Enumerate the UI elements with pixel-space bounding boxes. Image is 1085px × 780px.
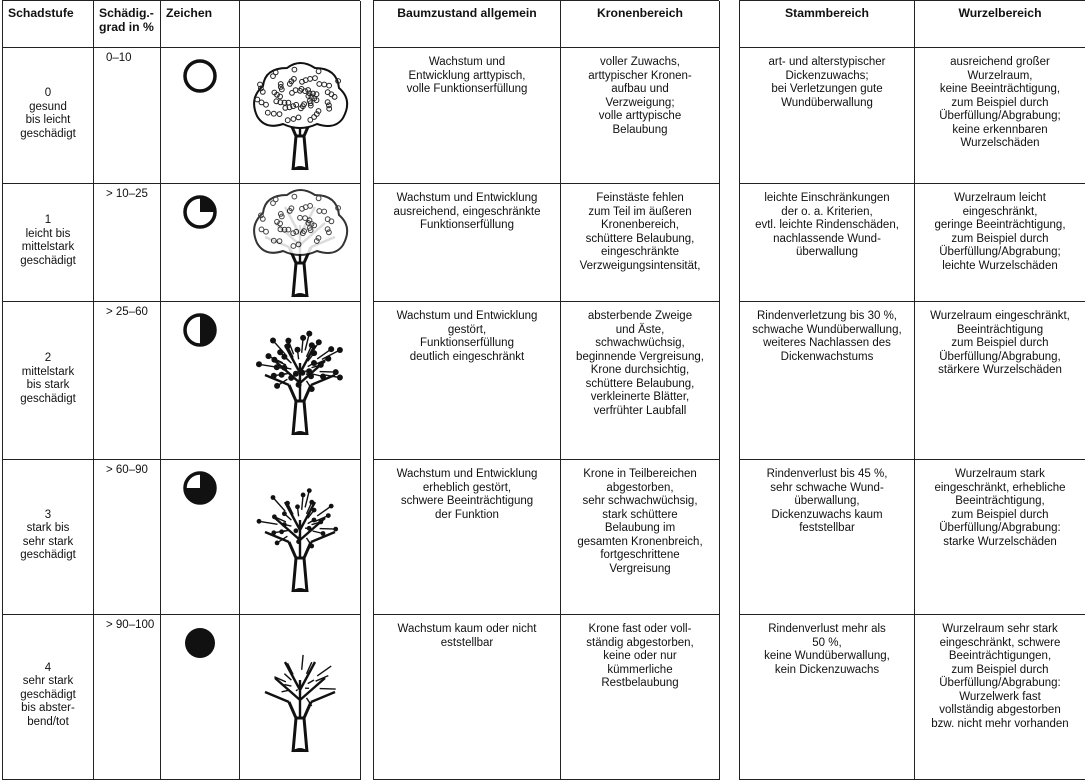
- stammbereich-cell: Rindenverlust mehr als 50 %, keine Wundüberwallung, kein Dickenzuwachs: [740, 615, 915, 780]
- baumzustand-cell: Wachstum kaum oder nicht eststellbar: [374, 615, 561, 780]
- damage-percentage: > 90–100: [94, 615, 161, 780]
- header-schaedigungsgrad: Schädig.- grad in %: [94, 1, 161, 48]
- damage-level-number: 1: [44, 214, 52, 226]
- header-kronenbereich: Kronenbereich: [561, 1, 720, 48]
- header-schadstufe: Schadstufe: [3, 1, 94, 48]
- wurzelbereich-cell: Wurzelraum stark eingeschränkt, erhebliche Beeinträchtigung, zum Beispiel durch Überfüllung/Abgrabung: starke Wurzelschäden: [915, 460, 1085, 615]
- damage-level-table: [2, 0, 360, 780]
- baumzustand-cell: Wachstum und Entwicklung ausreichend, eingeschränkte Funktionserfüllung: [374, 184, 561, 302]
- damage-level-number: 0: [44, 87, 52, 99]
- tree-image-cell: [240, 48, 361, 184]
- damage-level-cell: [3, 615, 94, 780]
- damage-symbol: [161, 302, 240, 460]
- damage-level-label: sehr stark geschädigt bis abster- bend/tot: [20, 675, 76, 728]
- stammbereich-cell: leichte Einschränkungen der o. a. Kriterien, evtl. leichte Rindenschäden, nachlassende Wund- überwallung: [740, 184, 915, 302]
- damage-level-label: mittelstark bis stark geschädigt: [20, 365, 76, 405]
- kronenbereich-cell: Krone fast oder voll- ständig abgestorben, keine oder nur kümmerliche Restbelaubung: [561, 615, 720, 780]
- pie-symbol-icon: [182, 194, 218, 230]
- pie-symbol-icon: [182, 625, 218, 661]
- pie-symbol-icon: [182, 312, 218, 348]
- damage-level-label: stark bis sehr stark geschädigt: [20, 522, 76, 561]
- damage-level-cell: [3, 48, 94, 184]
- wurzelbereich-cell: Wurzelraum sehr stark eingeschränkt, schwere Beeinträchtigungen, zum Beispiel durch Überfüllung/Abgrabung: Wurzelwerk fast vollständig abgestorben bzw. nicht mehr vorhanden: [915, 615, 1085, 780]
- header-stammbereich: Stammbereich: [740, 1, 915, 48]
- tree-image-cell: [240, 615, 361, 780]
- tree-image-cell: [240, 302, 361, 460]
- pie-symbol-icon: [182, 470, 218, 506]
- damage-percentage: > 10–25: [94, 184, 161, 302]
- trunk-root-table: [739, 0, 1085, 780]
- pie-symbol-icon: [182, 58, 218, 94]
- wurzelbereich-cell: ausreichend großer Wurzelraum, keine Beeinträchtigung, zum Beispiel durch Überfüllung/Abgrabung; keine erkennbaren Wurzelschäden: [915, 48, 1085, 184]
- kronenbereich-cell: voller Zuwachs, arttypischer Kronen- aufbau und Verzweigung; volle arttypische Belaubung: [561, 48, 720, 184]
- damage-level-number: 3: [44, 508, 52, 521]
- crown-condition-table: [373, 0, 719, 780]
- damage-percentage: > 60–90: [94, 460, 161, 615]
- damage-symbol: [161, 48, 240, 184]
- damage-symbol: [161, 615, 240, 780]
- baumzustand-cell: Wachstum und Entwicklung erheblich gestört, schwere Beeinträchtigung der Funktion: [374, 460, 561, 615]
- kronenbereich-cell: Feinstäste fehlen zum Teil im äußeren Kronenbereich, schüttere Belaubung, eingeschränkte Verzweigungsintensität,: [561, 184, 720, 302]
- baumzustand-cell: Wachstum und Entwicklung arttypisch, volle Funktionserfüllung: [374, 48, 561, 184]
- stammbereich-cell: Rindenverlust bis 45 %, sehr schwache Wund- überwallung, Dickenzuwachs kaum feststellbar: [740, 460, 915, 615]
- tree-image-cell: [240, 184, 361, 302]
- damage-level-cell: [3, 302, 94, 460]
- dead-tree-icon: [245, 640, 355, 755]
- damage-level-cell: [3, 184, 94, 302]
- stammbereich-cell: art- und alterstypischer Dickenzuwachs; bei Verletzungen gute Wundüberwallung: [740, 48, 915, 184]
- moderately-damaged-tree-icon: [245, 323, 355, 438]
- kronenbereich-cell: absterbende Zweige und Äste, schwachwüchsig, beginnende Vergreisung, Krone durchsichtig, schüttere Belaubung, verkleinerte Blätter, verfrühter Laubfall: [561, 302, 720, 460]
- kronenbereich-cell: Krone in Teilbereichen abgestorben, sehr schwachwüchsig, stark schüttere Belaubung im gesamten Kronenbreich, fortgeschrittene Vergreisung: [561, 460, 720, 615]
- damage-symbol: [161, 184, 240, 302]
- stammbereich-cell: Rindenverletzung bis 30 %, schwache Wundüberwallung, weiteres Nachlassen des Dickenwachstums: [740, 302, 915, 460]
- baumzustand-cell: Wachstum und Entwicklung gestört, Funktionserfüllung deutlich eingeschränkt: [374, 302, 561, 460]
- wurzelbereich-cell: Wurzelraum eingeschränkt, Beeinträchtigung zum Beispiel durch Überfüllung/Abgrabung, stärkere Wurzelschäden: [915, 302, 1085, 460]
- header-baumzustand: Baumzustand allgemein: [374, 1, 561, 48]
- damage-percentage: 0–10: [94, 48, 161, 184]
- wurzelbereich-cell: Wurzelraum leicht eingeschränkt, geringe Beeinträchtigung, zum Beispiel durch Überfüllung/Abgrabung; leichte Wurzelschäden: [915, 184, 1085, 302]
- heavily-damaged-tree-icon: [245, 480, 355, 595]
- header-wurzelbereich: Wurzelbereich: [915, 1, 1085, 48]
- damage-level-number: 2: [44, 352, 52, 364]
- damage-symbol: [161, 460, 240, 615]
- slightly-damaged-tree-icon: [245, 185, 355, 300]
- header-tree-image: [240, 1, 361, 48]
- healthy-tree-icon: [245, 58, 355, 173]
- tree-image-cell: [240, 460, 361, 615]
- damage-level-label: gesund bis leicht geschädigt: [20, 100, 76, 140]
- damage-level-cell: [3, 460, 94, 615]
- damage-level-number: 4: [44, 661, 52, 674]
- damage-level-label: leicht bis mittelstark geschädigt: [20, 227, 76, 267]
- header-zeichen: Zeichen: [161, 1, 240, 48]
- damage-percentage: > 25–60: [94, 302, 161, 460]
